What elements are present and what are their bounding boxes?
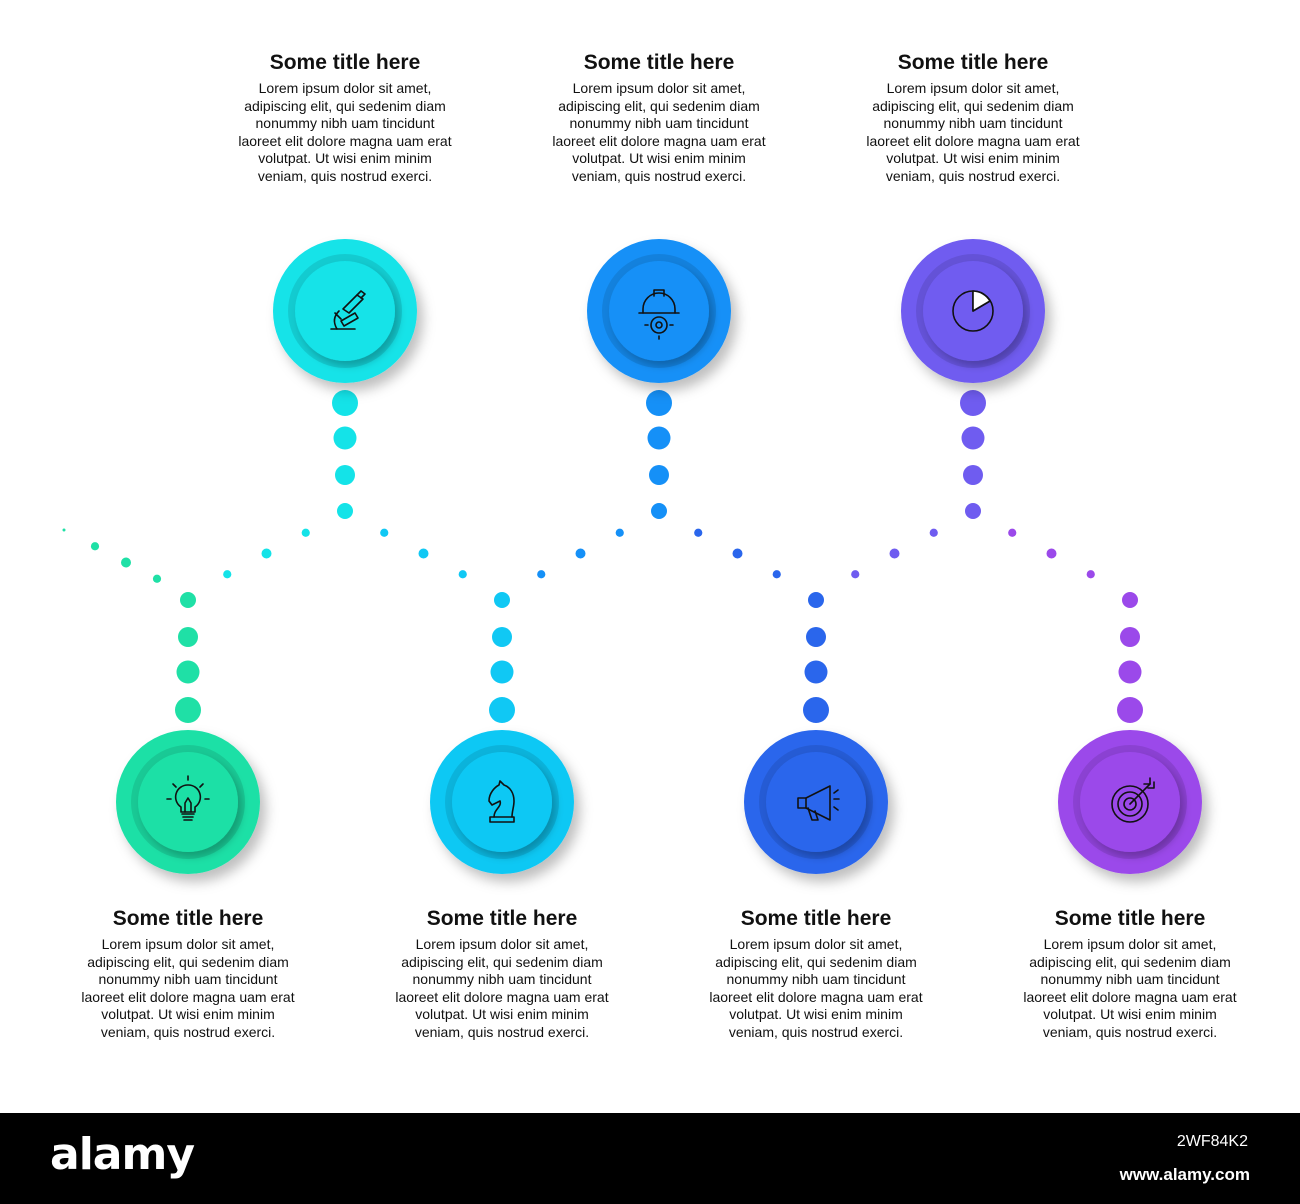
- step-node-chess-knight: [430, 730, 574, 874]
- connector-dot: [334, 427, 357, 450]
- step-description: Lorem ipsum dolor sit amet, adipiscing elit, qui sedenim diam nonummy nibh uam tincidunt laoreet elit dolore magna uam erat volutpat. Ut wisi enim minim veniam, quis nostrud exerci.: [1023, 936, 1237, 1040]
- connector-dot: [491, 661, 514, 684]
- step-node-megaphone: [744, 730, 888, 874]
- node-inner-disc: [766, 752, 866, 852]
- step-description: Lorem ipsum dolor sit amet, adipiscing elit, qui sedenim diam nonummy nibh uam tincidunt laoreet elit dolore magna uam erat volutpat. Ut wisi enim minim veniam, quis nostrud exerci.: [81, 936, 295, 1040]
- step-node-helmet-gear: [587, 239, 731, 383]
- path-dot: [459, 570, 467, 578]
- step-text-4: [544, 50, 774, 185]
- path-dot: [576, 549, 586, 559]
- connector-dot: [492, 627, 512, 647]
- node-inner-disc: [1080, 752, 1180, 852]
- connector-dot: [649, 465, 669, 485]
- step-text-5: [701, 906, 931, 1041]
- connector-dot: [337, 503, 353, 519]
- path-dot: [733, 549, 743, 559]
- path-dot: [890, 549, 900, 559]
- connector-dot: [335, 465, 355, 485]
- path-dot: [63, 529, 66, 532]
- connector-dot: [965, 503, 981, 519]
- step-node-clock: [901, 239, 1045, 383]
- step-node-lightbulb: [116, 730, 260, 874]
- step-title: Some title here: [1054, 907, 1206, 930]
- connector-dot: [962, 427, 985, 450]
- path-dot: [262, 549, 272, 559]
- connector-dot: [489, 697, 515, 723]
- path-dot: [302, 529, 310, 537]
- path-dot: [930, 529, 938, 537]
- footer-url: www.alamy.com: [1119, 1165, 1250, 1184]
- connector-dot: [332, 390, 358, 416]
- node-inner-disc: [138, 752, 238, 852]
- step-description: Lorem ipsum dolor sit amet, adipiscing elit, qui sedenim diam nonummy nibh uam tincidunt laoreet elit dolore magna uam erat volutpat. Ut wisi enim minim veniam, quis nostrud exerci.: [866, 80, 1080, 184]
- step-title: Some title here: [740, 907, 892, 930]
- step-title: Some title here: [897, 51, 1049, 74]
- path-dot: [1087, 570, 1095, 578]
- step-description: Lorem ipsum dolor sit amet, adipiscing elit, qui sedenim diam nonummy nibh uam tincidunt laoreet elit dolore magna uam erat volutpat. Ut wisi enim minim veniam, quis nostrud exerci.: [395, 936, 609, 1040]
- path-dot: [380, 529, 388, 537]
- connector-dot: [806, 627, 826, 647]
- node-inner-disc: [609, 261, 709, 361]
- step-title: Some title here: [112, 907, 264, 930]
- path-dot: [1047, 549, 1057, 559]
- connector-dot: [494, 592, 510, 608]
- step-description: Lorem ipsum dolor sit amet, adipiscing elit, qui sedenim diam nonummy nibh uam tincidunt laoreet elit dolore magna uam erat volutpat. Ut wisi enim minim veniam, quis nostrud exerci.: [552, 80, 766, 184]
- step-title: Some title here: [426, 907, 578, 930]
- connector-dot: [803, 697, 829, 723]
- watermark-footer: [0, 1113, 1300, 1204]
- step-title: Some title here: [583, 51, 735, 74]
- connector-dot: [178, 627, 198, 647]
- step-node-target: [1058, 730, 1202, 874]
- connector-dot: [651, 503, 667, 519]
- path-dot: [1008, 529, 1016, 537]
- step-text-2: [230, 50, 460, 185]
- path-dot: [121, 558, 131, 568]
- step-node-microscope: [273, 239, 417, 383]
- connector-dot: [180, 592, 196, 608]
- connector-dot: [177, 661, 200, 684]
- connector-dot: [808, 592, 824, 608]
- step-text-7: [1015, 906, 1245, 1041]
- step-text-3: [387, 906, 617, 1041]
- path-dot: [773, 570, 781, 578]
- step-text-6: [858, 50, 1088, 185]
- step-nodes: [116, 239, 1202, 874]
- path-dot: [419, 549, 429, 559]
- step-title: Some title here: [269, 51, 421, 74]
- connector-dot: [175, 697, 201, 723]
- connector-dot: [1120, 627, 1140, 647]
- path-dot: [694, 529, 702, 537]
- dotted-connectors: [63, 390, 1144, 723]
- path-dot: [91, 542, 99, 550]
- path-dot: [153, 575, 161, 583]
- connector-dot: [1122, 592, 1138, 608]
- connector-dot: [1119, 661, 1142, 684]
- image-code: 2WF84K2: [1176, 1133, 1248, 1150]
- connector-dot: [805, 661, 828, 684]
- path-dot: [537, 570, 545, 578]
- alamy-logo: alamy: [50, 1129, 194, 1180]
- step-description: Lorem ipsum dolor sit amet, adipiscing elit, qui sedenim diam nonummy nibh uam tincidunt laoreet elit dolore magna uam erat volutpat. Ut wisi enim minim veniam, quis nostrud exerci.: [709, 936, 923, 1040]
- connector-dot: [646, 390, 672, 416]
- connector-dot: [1117, 697, 1143, 723]
- connector-dot: [648, 427, 671, 450]
- connector-dot: [963, 465, 983, 485]
- connector-dot: [960, 390, 986, 416]
- step-text-1: [73, 906, 303, 1041]
- path-dot: [223, 570, 231, 578]
- path-dot: [616, 529, 624, 537]
- node-inner-disc: [452, 752, 552, 852]
- step-description: Lorem ipsum dolor sit amet, adipiscing elit, qui sedenim diam nonummy nibh uam tincidunt laoreet elit dolore magna uam erat volutpat. Ut wisi enim minim veniam, quis nostrud exerci.: [238, 80, 452, 184]
- path-dot: [851, 570, 859, 578]
